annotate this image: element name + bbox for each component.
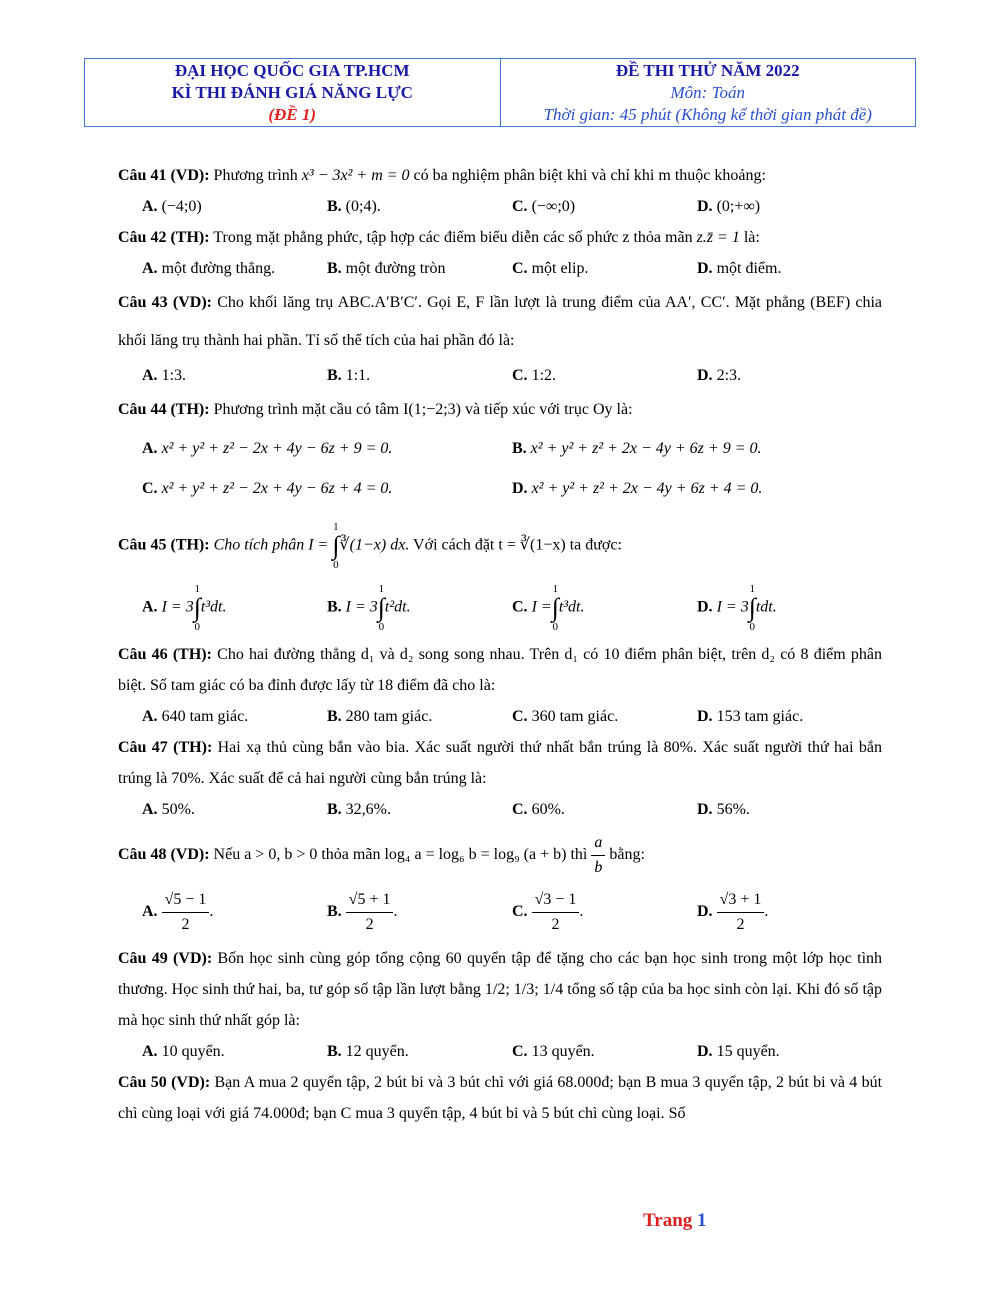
options-44-row1 — [118, 429, 882, 469]
option-b[interactable]: B. 280 tam giác. — [327, 708, 433, 725]
question-label: Câu 43 (VD): — [118, 294, 212, 311]
option-c[interactable]: C. 1:2. — [512, 367, 557, 384]
options-46 — [118, 701, 882, 732]
option-a[interactable]: A. $\frac{√5 - 1}{2}$ . — [142, 888, 327, 937]
question-45 — [118, 521, 882, 571]
integral-sign: 1 ∫ 0 — [332, 521, 340, 571]
options-42 — [118, 253, 882, 284]
option-a[interactable]: A. I = 3 1 ∫ 0 t³dt. — [142, 583, 227, 633]
option-c[interactable]: C. x² + y² + z² − 2x + 4y − 6z + 4 = 0. — [142, 480, 393, 497]
option-d[interactable]: D. x² + y² + z² + 2x − 4y + 6z + 4 = 0. — [512, 480, 763, 497]
question-text: Phương trình mặt cầu có tâm I(1;−2;3) và tiếp xúc với trục Oy là: — [209, 401, 633, 418]
exam-name: KÌ THI ĐÁNH GIÁ NĂNG LỰC — [171, 82, 413, 102]
question-42 — [118, 222, 882, 253]
question-label: Câu 46 (TH): — [118, 646, 212, 663]
option-a[interactable]: A. một đường thẳng. — [142, 260, 276, 277]
questions-body — [118, 160, 882, 1129]
question-text: là: — [739, 229, 760, 246]
exam-code: (ĐỀ 1) — [268, 104, 317, 124]
question-label: Câu 50 (VD): — [118, 1074, 211, 1091]
option-c[interactable]: C. 60%. — [512, 801, 565, 818]
fraction-a-b: $\frac{a}{b}$ — [591, 831, 605, 880]
option-b[interactable]: B. x² + y² + z² + 2x − 4y + 6z + 9 = 0. — [512, 440, 762, 457]
question-label: Câu 49 (VD): — [118, 950, 213, 967]
equation: z.z̄ = 1 — [696, 229, 740, 246]
options-44-row2 — [118, 469, 882, 509]
option-b[interactable]: B. (0;4). — [327, 198, 381, 215]
question-44 — [118, 391, 882, 429]
question-text: Bạn A mua 2 quyển tập, 2 bút bi và 3 bút chì với giá 68.000đ; bạn B mua 3 quyển tập, 2 bút bi và 4 bút chì cùng loại với giá 74.000đ; bạn C mua 3 quyển tập, 4 bút bi và 5 bút chì cùng loại. Số — [118, 1074, 883, 1122]
options-47 — [118, 794, 882, 825]
question-48 — [118, 831, 882, 880]
question-46 — [118, 639, 882, 701]
exam-title: ĐỀ THI THỬ NĂM 2022 — [615, 60, 800, 80]
subject: Môn: Toán — [670, 82, 745, 102]
header-right — [501, 59, 916, 126]
page-label: Trang — [643, 1210, 693, 1231]
option-b[interactable]: B. 1:1. — [327, 367, 371, 384]
question-label: Câu 47 (TH): — [118, 739, 213, 756]
option-a[interactable]: A. 10 quyển. — [142, 1043, 225, 1060]
time-limit: Thời gian: 45 phút (Không kể thời gian phát đề) — [543, 104, 872, 124]
option-c[interactable]: C. 13 quyển. — [512, 1043, 595, 1060]
equation: x³ − 3x² + m = 0 — [301, 167, 410, 184]
options-41 — [118, 191, 882, 222]
question-text: có ba nghiệm phân biệt khi và chỉ khi m thuộc khoảng: — [409, 167, 766, 184]
option-a[interactable]: A. 640 tam giác. — [142, 708, 249, 725]
question-43 — [118, 284, 882, 360]
option-b[interactable]: B. I = 3 1 ∫ 0 t²dt. — [327, 583, 411, 633]
exam-header — [84, 58, 916, 127]
option-c[interactable]: C. một elip. — [512, 260, 589, 277]
option-a[interactable]: A. (−4;0) — [142, 198, 202, 215]
question-text: Hai xạ thủ cùng bắn vào bia. Xác suất người thứ nhất bắn trúng là 80%. Xác suất người thứ hai bắn trúng là 70%. Xác suất để cả hai người cùng bắn trúng là: — [118, 739, 882, 787]
option-c[interactable]: C. I = 1 ∫ 0 t³dt. — [512, 583, 585, 633]
option-d[interactable]: D. 15 quyển. — [697, 1043, 780, 1060]
page-value: 1 — [697, 1210, 707, 1231]
option-d[interactable]: D. (0;+∞) — [697, 198, 761, 215]
option-c[interactable]: C. $\frac{√3 - 1}{2}$ . — [512, 888, 697, 937]
question-text: Nếu a > 0, b > 0 thỏa mãn log₄ a = log₆ b = log₉ (a + b) thì — [209, 846, 592, 864]
university-name: ĐẠI HỌC QUỐC GIA TP.HCM — [174, 60, 410, 80]
options-49 — [118, 1036, 882, 1067]
header-left — [85, 59, 501, 126]
question-label: Câu 45 (TH): — [118, 536, 210, 554]
question-47 — [118, 732, 882, 794]
question-41 — [118, 160, 882, 191]
question-text: bằng: — [605, 846, 645, 864]
question-text: Cho tích phân I = — [209, 536, 333, 554]
question-label: Câu 48 (VD): — [118, 846, 210, 864]
option-d[interactable]: D. 2:3. — [697, 367, 742, 384]
question-text: Trong mặt phẳng phức, tập hợp các điểm biểu diễn các số phức z thỏa mãn — [209, 229, 697, 246]
option-a[interactable]: A. x² + y² + z² − 2x + 4y − 6z + 9 = 0. — [142, 440, 393, 457]
options-48 — [118, 888, 882, 937]
option-d[interactable]: D. $\frac{√3 + 1}{2}$ . — [697, 888, 882, 937]
option-b[interactable]: B. 32,6%. — [327, 801, 391, 818]
options-43 — [118, 360, 882, 391]
option-b[interactable]: B. $\frac{√5 + 1}{2}$ . — [327, 888, 512, 937]
option-d[interactable]: D. 153 tam giác. — [697, 708, 804, 725]
question-text: Cho khối lăng trụ ABC.A′B′C′. Gọi E, F lần lượt là trung điểm của AA′, CC′. Mặt phẳng (BEF) chia khối lăng trụ thành hai phần. Tỉ số thể tích của hai phần đó là: — [118, 294, 883, 349]
option-c[interactable]: C. 360 tam giác. — [512, 708, 619, 725]
page-number — [643, 1210, 707, 1232]
option-a[interactable]: A. 50%. — [142, 801, 195, 818]
question-text: Bốn học sinh cùng góp tổng cộng 60 quyển tập để tặng cho các bạn học sinh trong một lớp học tình thương. Học sinh thứ hai, ba, tư góp số tập lần lượt bằng 1/2; 1/3; 1/4 tổng số tập của ba học sinh còn lại. Khi đó số tập mà học sinh thứ nhất góp là: — [118, 950, 883, 1029]
question-text: Phương trình — [209, 167, 302, 184]
integrand: ∛(1−x) dx. — [339, 536, 410, 554]
option-b[interactable]: B. một đường tròn — [327, 260, 446, 277]
option-d[interactable]: D. một điểm. — [697, 260, 782, 277]
question-label: Câu 42 (TH): — [118, 229, 210, 246]
question-label: Câu 44 (TH): — [118, 401, 210, 418]
question-49 — [118, 943, 882, 1036]
options-45 — [118, 583, 882, 633]
option-d[interactable]: D. I = 3 1 ∫ 0 tdt. — [697, 583, 777, 633]
question-text: Với cách đặt t = ∛(1−x) ta được: — [409, 536, 622, 554]
question-50 — [118, 1067, 882, 1129]
option-a[interactable]: A. 1:3. — [142, 367, 187, 384]
option-d[interactable]: D. 56%. — [697, 801, 750, 818]
question-label: Câu 41 (VD): — [118, 167, 210, 184]
question-text: Cho hai đường thẳng d₁ và d₂ song song nhau. Trên d₁ có 10 điểm phân biệt, trên d₂ có 8 điểm phân biệt. Số tam giác có ba đỉnh được lấy từ 18 điểm đã cho là: — [118, 646, 882, 694]
option-c[interactable]: C. (−∞;0) — [512, 198, 576, 215]
option-b[interactable]: B. 12 quyển. — [327, 1043, 409, 1060]
